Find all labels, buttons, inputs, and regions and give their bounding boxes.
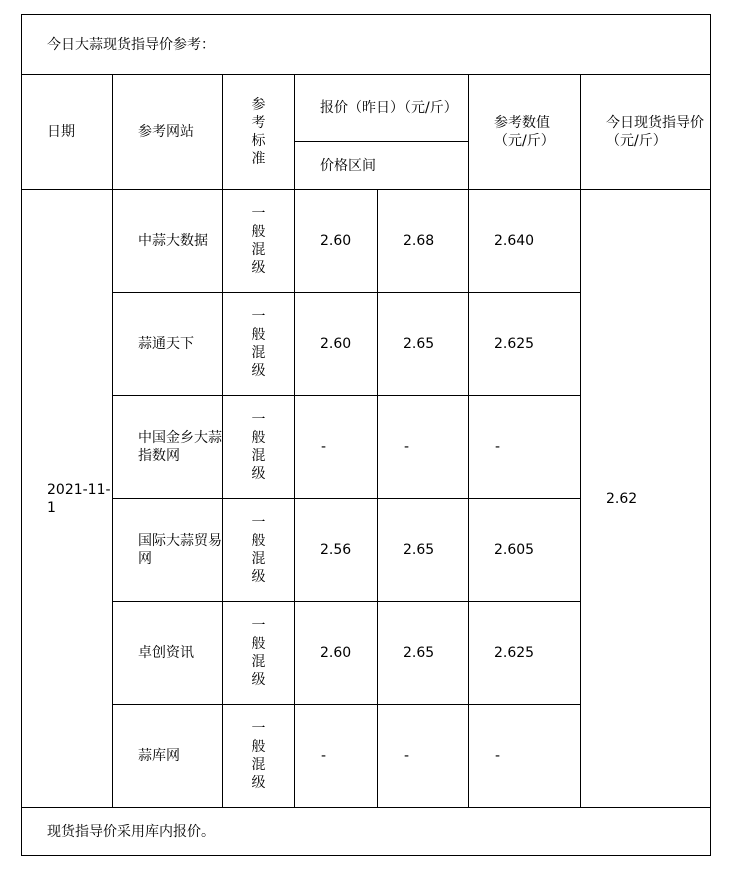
low-cell: - [295, 705, 378, 808]
ref-cell: 2.625 [469, 602, 581, 705]
ref-cell: 2.640 [469, 190, 581, 293]
site-cell: 蒜库网 [113, 705, 223, 808]
table-title: 今日大蒜现货指导价参考： [22, 15, 711, 75]
date-cell: 2021-11-1 [22, 190, 113, 808]
low-cell: 2.60 [295, 602, 378, 705]
table-footer-note: 现货指导价采用库内报价。 [22, 808, 711, 856]
low-cell: 2.60 [295, 293, 378, 396]
standard-cell: 一般混级 [223, 602, 295, 705]
site-cell: 中蒜大数据 [113, 190, 223, 293]
guide-price-cell: 2.62 [581, 190, 711, 808]
standard-cell: 一般混级 [223, 293, 295, 396]
standard-cell: 一般混级 [223, 499, 295, 602]
high-cell: - [378, 396, 469, 499]
header-range: 价格区间 [295, 142, 469, 190]
site-cell: 蒜通天下 [113, 293, 223, 396]
low-cell: - [295, 396, 378, 499]
header-quote: 报价（昨日）（元/斤） [295, 75, 469, 142]
site-cell: 国际大蒜贸易网 [113, 499, 223, 602]
ref-cell: - [469, 396, 581, 499]
header-ref-value: 参考数值（元/斤） [469, 75, 581, 190]
high-cell: - [378, 705, 469, 808]
low-cell: 2.56 [295, 499, 378, 602]
high-cell: 2.65 [378, 499, 469, 602]
site-cell: 中国金乡大蒜指数网 [113, 396, 223, 499]
standard-cell: 一般混级 [223, 705, 295, 808]
standard-cell: 一般混级 [223, 396, 295, 499]
low-cell: 2.60 [295, 190, 378, 293]
high-cell: 2.68 [378, 190, 469, 293]
site-cell: 卓创资讯 [113, 602, 223, 705]
header-guide-price: 今日现货指导价（元/斤） [581, 75, 711, 190]
header-site: 参考网站 [113, 75, 223, 190]
garlic-price-table [21, 14, 711, 856]
ref-cell: 2.605 [469, 499, 581, 602]
table-row [22, 190, 711, 293]
high-cell: 2.65 [378, 602, 469, 705]
standard-cell: 一般混级 [223, 190, 295, 293]
header-date: 日期 [22, 75, 113, 190]
ref-cell: 2.625 [469, 293, 581, 396]
header-standard: 参考标准 [223, 75, 295, 190]
high-cell: 2.65 [378, 293, 469, 396]
ref-cell: - [469, 705, 581, 808]
